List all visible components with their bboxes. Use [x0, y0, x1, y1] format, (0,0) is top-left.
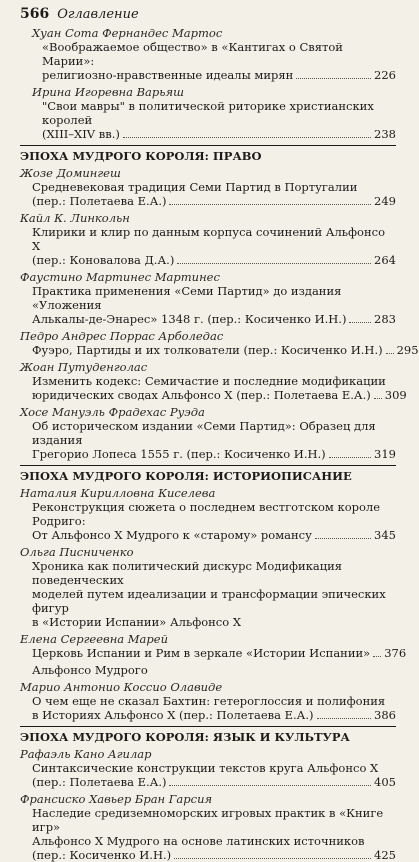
toc-entry[interactable] — [20, 747, 396, 789]
entry-title-line: «Воображаемое общество» в «Кантигах о Святой Марии»: — [42, 40, 343, 68]
entry-title-line: Наследие средиземноморских игровых практик в «Книге игр» — [32, 806, 384, 834]
entry-title-last-line — [42, 68, 396, 82]
entry-title-last-line — [32, 343, 419, 357]
entry-title-line: Синтаксические конструкции текстов круга Альфонсо X — [32, 761, 379, 775]
entry-title-last-line — [32, 775, 396, 789]
entry-page-number: 309 — [384, 388, 407, 402]
entry-title-line: в Историях Альфонсо X (пер.: Полетаева Е.А.) — [32, 708, 314, 722]
toc-entry[interactable] — [20, 211, 396, 267]
entry-page-number: 425 — [374, 848, 396, 862]
entry-title-line: юридических сводах Альфонсо X (пер.: Полетаева Е.А.) — [32, 388, 371, 402]
toc-entry[interactable] — [20, 85, 396, 141]
entry-page-number: 345 — [374, 528, 396, 542]
dot-leader — [373, 656, 381, 657]
entry-title — [32, 343, 419, 357]
entry-title-last-line — [32, 388, 407, 402]
entry-title-last-line — [32, 194, 396, 208]
entry-author: Педро Андрес Поррас Арболедас — [20, 329, 224, 343]
entry-title-last-line — [32, 528, 396, 542]
section-heading: ЭПОХА МУДРОГО КОРОЛЯ: ИСТОРИОПИСАНИЕ — [20, 465, 396, 484]
entry-title — [32, 559, 396, 629]
entry-title — [32, 806, 396, 862]
entry-author: Жозе Домингеш — [20, 166, 121, 180]
toc-entry[interactable] — [20, 270, 396, 326]
entry-author: Наталия Кирилловна Киселева — [20, 486, 216, 500]
entry-title-line: О чем еще не сказал Бахтин: гетероглоссия и полифония — [32, 694, 386, 708]
entry-author: Ирина Игоревна Варьяш — [32, 85, 185, 99]
entry-page-number: 238 — [374, 127, 396, 141]
dot-leader — [349, 322, 371, 323]
entry-title-line: Клирики и клир по данным корпуса сочинений Альфонсо X — [32, 225, 386, 253]
entry-author: Хуан Сота Фернандес Мартос — [32, 26, 223, 40]
toc-entry[interactable] — [20, 166, 396, 208]
toc-entry[interactable] — [20, 545, 396, 629]
toc-entry[interactable] — [20, 26, 396, 82]
toc-entry[interactable] — [20, 680, 396, 722]
entry-title — [32, 284, 396, 326]
toc-entry[interactable] — [20, 360, 407, 402]
entry-title-line: Средневековая традиция Семи Партид в Португалии — [32, 180, 358, 194]
entry-title-line: Грегорио Лопеса 1555 г. (пер.: Косиченко И.Н.) — [32, 447, 326, 461]
entry-title-line: (XIII–XIV вв.) — [42, 127, 120, 141]
toc-entry[interactable] — [20, 329, 419, 357]
section-heading: ЭПОХА МУДРОГО КОРОЛЯ: ПРАВО — [20, 145, 396, 164]
entry-author: Франсиско Хавьер Бран Гарсия — [20, 792, 213, 806]
entry-title-last-line — [32, 848, 396, 862]
entry-title-last-line — [32, 312, 396, 326]
entry-title-line: (пер.: Косиченко И.Н.) — [32, 848, 172, 862]
toc-entry[interactable] — [20, 486, 396, 542]
entry-title-line: в «Истории Испании» Альфонсо X — [32, 615, 242, 629]
entry-author: Елена Сергеевна Марей — [20, 632, 168, 646]
entry-page-number: 319 — [374, 447, 396, 461]
entry-page-number: 376 — [384, 646, 407, 660]
entry-author: Кайл К. Линкольн — [20, 211, 130, 225]
entry-title-line: Алькалы-де-Энарес» 1348 г. (пер.: Косиченко И.Н.) — [32, 312, 347, 326]
dot-leader — [317, 718, 372, 719]
entry-title — [32, 419, 396, 461]
entry-page-number: 405 — [374, 775, 396, 789]
entry-title-line: Церковь Испании и Рим в зеркале «Истории Испании» — [32, 646, 371, 660]
entry-author: Рафаэль Кано Агилар — [20, 747, 152, 761]
entry-title — [32, 761, 396, 789]
entry-author: Ольга Писниченко — [20, 545, 134, 559]
entry-title-last-line — [32, 447, 396, 461]
entry-title-line: (пер.: Полетаева Е.А.) — [32, 194, 167, 208]
entry-title-last-line — [32, 253, 396, 267]
table-of-contents — [20, 26, 419, 862]
entry-page-number: 295 — [396, 343, 419, 357]
entry-title — [32, 663, 396, 677]
dot-leader — [386, 353, 394, 354]
toc-entry[interactable] — [20, 405, 396, 461]
entry-title-line: "Свои мавры" в политической риторике христианских королей — [42, 99, 374, 127]
entry-title-last-line — [32, 646, 407, 660]
toc-entry[interactable] — [20, 632, 407, 660]
entry-page-number: 226 — [374, 68, 396, 82]
entry-title-line: (пер.: Полетаева Е.А.) — [32, 775, 167, 789]
entry-page-number: 283 — [374, 312, 396, 326]
entry-page-number: 386 — [374, 708, 396, 722]
dot-leader — [296, 78, 371, 79]
entry-title-last-line — [32, 708, 396, 722]
section-heading: ЭПОХА МУДРОГО КОРОЛЯ: ЯЗЫК И КУЛЬТУРА — [20, 726, 396, 745]
entry-author: Марио Антонио Коссио Олавиде — [20, 680, 223, 694]
entry-title — [42, 40, 396, 82]
dot-leader — [169, 785, 371, 786]
dot-leader — [329, 457, 371, 458]
entry-author: Хосе Мануэль Фрадехас Руэда — [20, 405, 205, 419]
entry-title-last-line — [42, 127, 396, 141]
header-title: Оглавление — [57, 7, 139, 22]
dot-leader — [374, 398, 382, 399]
entry-title-line: От Альфонсо X Мудрого к «старому» романсу — [32, 528, 312, 542]
page-number: 566 — [20, 6, 50, 22]
toc-entry[interactable] — [20, 663, 396, 677]
entry-title-line: Практика применения «Семи Партид» до издания «Уложения — [32, 284, 342, 312]
entry-title-line: Альфонсо X Мудрого на основе латинских источников — [32, 834, 365, 848]
entry-title — [32, 374, 407, 402]
dot-leader — [177, 263, 371, 264]
dot-leader — [315, 538, 371, 539]
entry-title — [32, 225, 396, 267]
entry-title-line: Реконструкция сюжета о последнем вестготском короле Родриго: — [32, 500, 381, 528]
page-header — [20, 6, 396, 26]
entry-author: Фаустино Мартинес Мартинес — [20, 270, 220, 284]
dot-leader — [123, 137, 371, 138]
entry-title-line: Изменить кодекс: Семичастие и последние модификации — [32, 374, 386, 388]
entry-title-line: религиозно-нравственные идеалы мирян — [42, 68, 294, 82]
entry-author: Жоан Путуденголас — [20, 360, 148, 374]
dot-leader — [169, 204, 371, 205]
entry-title — [32, 646, 407, 660]
entry-page-number: 249 — [374, 194, 396, 208]
entry-title — [32, 500, 396, 542]
entry-title — [42, 99, 396, 141]
entry-title-line: (пер.: Коновалова Д.А.) — [32, 253, 175, 267]
entry-title-line: Хроника как политический дискурс Модификация поведенческих — [32, 559, 343, 587]
toc-entry[interactable] — [20, 792, 396, 862]
entry-title — [32, 180, 396, 208]
entry-title-line: моделей путем идеализации и трансформации эпических фигур — [32, 587, 386, 615]
entry-title-line: Об историческом издании «Семи Партид»: Образец для издания — [32, 419, 376, 447]
dot-leader — [174, 858, 371, 859]
entry-title-line: Альфонсо Мудрого — [32, 663, 148, 677]
entry-title — [32, 694, 396, 722]
entry-page-number: 264 — [374, 253, 396, 267]
entry-title-line: Фуэро, Партиды и их толкователи (пер.: Косиченко И.Н.) — [32, 343, 383, 357]
